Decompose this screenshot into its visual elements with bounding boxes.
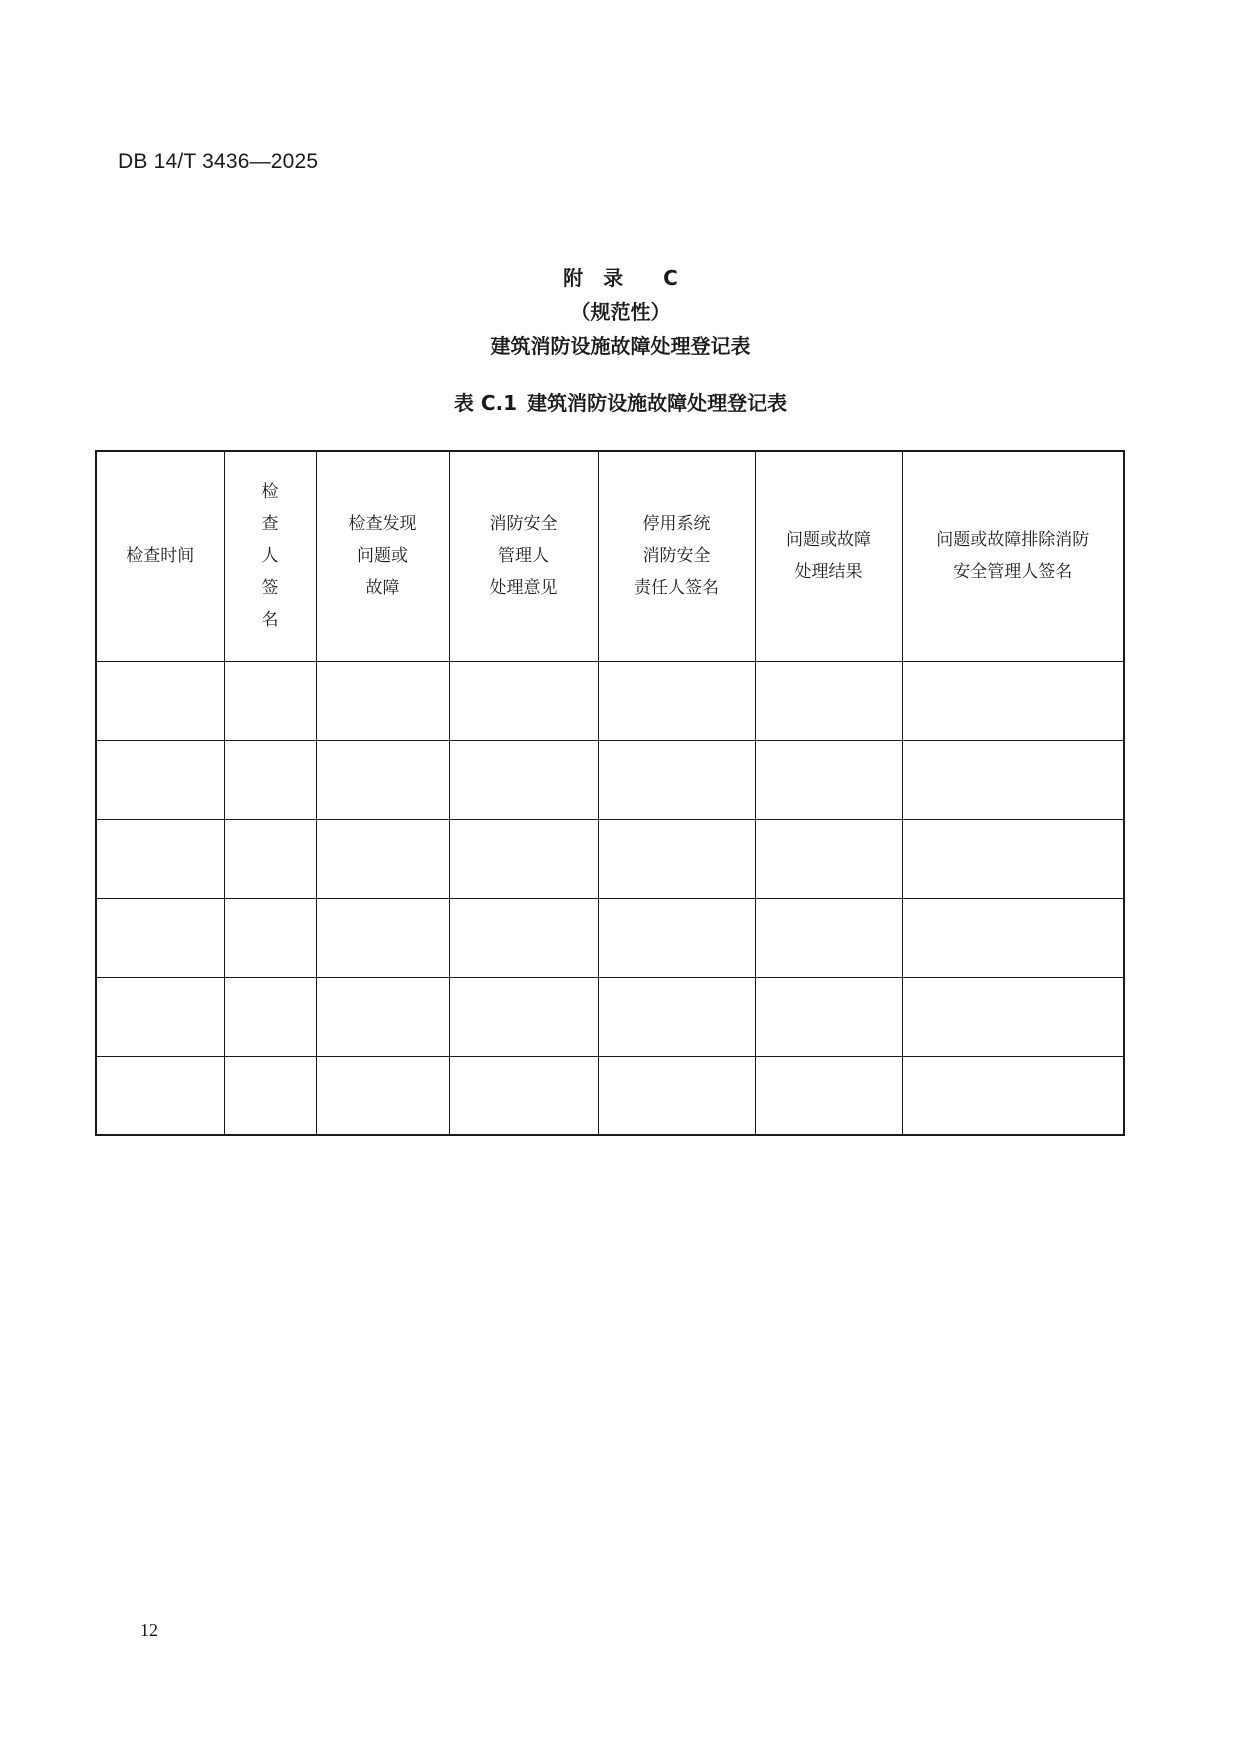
table-cell[interactable] [449, 977, 598, 1056]
table-caption-title: 建筑消防设施故障处理登记表 [527, 391, 788, 415]
appendix-title: 建筑消防设施故障处理登记表 [490, 334, 751, 358]
table-cell[interactable] [96, 661, 224, 740]
table-cell[interactable] [755, 819, 902, 898]
table-row [96, 977, 1124, 1056]
table-cell[interactable] [316, 661, 449, 740]
table-cell[interactable] [449, 661, 598, 740]
appendix-label-letter: C [663, 266, 678, 290]
table-cell[interactable] [902, 740, 1124, 819]
table-cell[interactable] [224, 898, 316, 977]
table-cell[interactable] [755, 977, 902, 1056]
table-cell[interactable] [755, 661, 902, 740]
appendix-label-word-2: 录 [603, 266, 624, 290]
column-header-responsible-signature: 停用系统 消防安全 责任人签名 [598, 451, 755, 661]
table-cell[interactable] [96, 977, 224, 1056]
table-cell[interactable] [902, 661, 1124, 740]
table-cell[interactable] [598, 898, 755, 977]
table-cell[interactable] [755, 898, 902, 977]
fault-register-table [95, 450, 1125, 1136]
table-row [96, 819, 1124, 898]
appendix-nature: （规范性） [570, 300, 671, 324]
page-number: 12 [140, 1620, 158, 1640]
column-header-handling-result: 问题或故障 处理结果 [755, 451, 902, 661]
table-cell[interactable] [224, 740, 316, 819]
table-cell[interactable] [224, 661, 316, 740]
table-header-row [96, 451, 1124, 661]
table-cell[interactable] [902, 1056, 1124, 1135]
table-cell[interactable] [316, 1056, 449, 1135]
table-cell[interactable] [316, 819, 449, 898]
table-cell[interactable] [598, 977, 755, 1056]
table-cell[interactable] [902, 898, 1124, 977]
column-header-inspector-signature: 检 查 人 签 名 [224, 451, 316, 661]
table-row [96, 661, 1124, 740]
table-cell[interactable] [755, 1056, 902, 1135]
table-cell[interactable] [449, 819, 598, 898]
table-cell[interactable] [316, 740, 449, 819]
table-cell[interactable] [316, 977, 449, 1056]
table-cell[interactable] [316, 898, 449, 977]
document-code: DB 14/T 3436—2025 [118, 150, 319, 173]
table-cell[interactable] [96, 740, 224, 819]
table-body [96, 661, 1124, 1135]
table-cell[interactable] [449, 740, 598, 819]
table-row [96, 898, 1124, 977]
appendix-label-word-1: 附 [563, 266, 584, 290]
table-cell[interactable] [755, 740, 902, 819]
table-cell[interactable] [96, 898, 224, 977]
table-cell[interactable] [902, 819, 1124, 898]
column-header-manager-opinion: 消防安全 管理人 处理意见 [449, 451, 598, 661]
table-cell[interactable] [598, 661, 755, 740]
table-cell[interactable] [96, 1056, 224, 1135]
table-caption [0, 387, 1241, 416]
column-header-clearance-signature: 问题或故障排除消防 安全管理人签名 [902, 451, 1124, 661]
column-header-inspection-time: 检查时间 [96, 451, 224, 661]
table-cell[interactable] [224, 1056, 316, 1135]
table-cell[interactable] [598, 819, 755, 898]
table-cell[interactable] [96, 819, 224, 898]
appendix-label [0, 262, 1241, 291]
table-cell[interactable] [224, 977, 316, 1056]
column-header-found-problem: 检查发现 问题或 故障 [316, 451, 449, 661]
table-row [96, 1056, 1124, 1135]
table-cell[interactable] [598, 1056, 755, 1135]
table-cell[interactable] [449, 1056, 598, 1135]
table-cell[interactable] [902, 977, 1124, 1056]
table-cell[interactable] [224, 819, 316, 898]
table-caption-number: 表 C.1 [453, 391, 518, 415]
table-cell[interactable] [449, 898, 598, 977]
table-cell[interactable] [598, 740, 755, 819]
table-row [96, 740, 1124, 819]
